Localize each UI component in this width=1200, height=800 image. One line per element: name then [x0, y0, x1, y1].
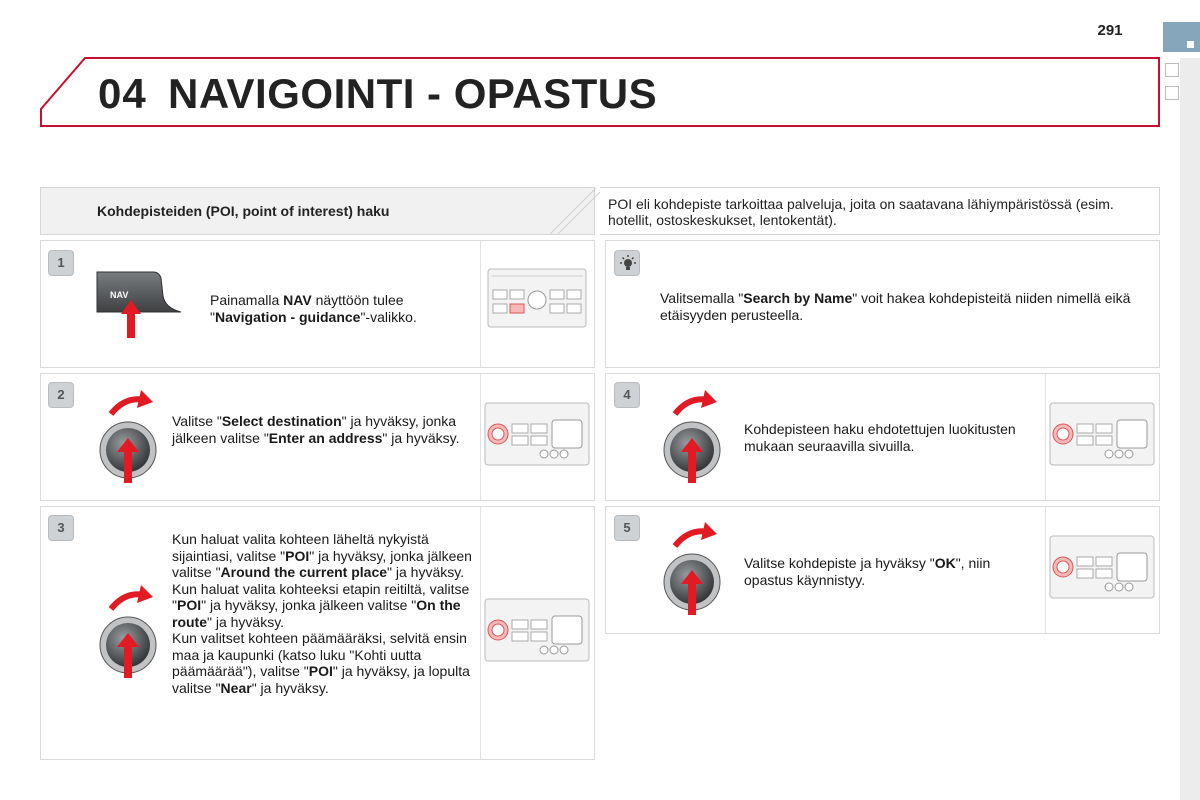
nav-button-illustration: [93, 268, 185, 340]
side-margin-strip: [1180, 58, 1200, 800]
text-run: Valitsemalla ": [660, 290, 744, 306]
chapter-title: NAVIGOINTI - OPASTUS: [168, 70, 658, 117]
chapter-tab: [1163, 22, 1200, 52]
step-number: 2: [48, 382, 74, 408]
text-run: " ja hyväksy.: [382, 429, 460, 446]
text-run: " voit hakea kohdepisteitä niiden nimellä eikä etäisyyden perusteella.: [660, 290, 1131, 323]
text-bold: Enter an address: [268, 429, 383, 446]
lightbulb-icon: [615, 251, 641, 277]
header-diagonal: [540, 187, 600, 235]
text-bold: NAV: [283, 292, 312, 308]
step-3-text: [172, 531, 472, 696]
text-run: " ja hyväksy, ja lopulta valitse ": [172, 663, 470, 696]
step-number: 3: [48, 515, 74, 541]
chapter-number: 04: [98, 70, 147, 117]
tip-badge: [614, 250, 640, 276]
step-5-text: [744, 555, 1039, 588]
console-knob-thumbnail: [1049, 402, 1155, 466]
rotary-knob-icon: [97, 390, 159, 485]
text-bold: Near: [220, 679, 252, 696]
text-bold: POI: [308, 663, 333, 679]
text-run: Kun haluat valita kohteen läheltä nykyistä sijaintiasi, valitse ": [172, 531, 429, 564]
text-bold: OK: [934, 555, 956, 571]
step-number: 5: [614, 515, 640, 541]
tab-marker: [1165, 86, 1179, 100]
text-bold: On the route: [172, 597, 461, 630]
intro-text: POI eli kohdepiste tarkoittaa palveluja, joita on saatavana lähiympäristössä (esim. hotellit, ostoskeskukset, lentokentät).: [608, 196, 1114, 228]
text-run: Valitse kohdepiste ja hyväksy ": [744, 555, 935, 571]
text-run: " ja hyväksy, jonka jälkeen valitse ": [172, 547, 472, 580]
text-run: Kun valitset kohteen päämääräksi, selvitä ensin maa ja kaupunki (katso luku "Kohti uutta päämäärää"), valitse ": [172, 630, 467, 679]
text-bold: POI: [176, 597, 202, 613]
console-nav-thumbnail: [487, 268, 587, 328]
text-run: " ja hyväksy.: [207, 613, 285, 630]
tip-text: [660, 290, 1140, 323]
console-knob-thumbnail: [484, 598, 590, 662]
step-4-text: Kohdepisteen haku ehdotettujen luokitusten mukaan seuraavilla sivuilla.: [744, 421, 1016, 454]
text-bold: Select destination: [221, 413, 342, 429]
step-3-paragraph: [172, 581, 472, 631]
rotary-knob-icon: [661, 390, 723, 485]
text-bold: Navigation - guidance: [214, 308, 361, 325]
text-bold: POI: [285, 547, 310, 564]
section-header: Kohdepisteiden (POI, point of interest) haku: [97, 203, 390, 219]
text-bold: Search by Name: [743, 290, 853, 306]
text-run: Valitse ": [172, 413, 222, 429]
page-number: 291: [1097, 22, 1123, 39]
text-run: ", niin opastus käynnistyy.: [744, 555, 991, 588]
step-2-text: [172, 413, 472, 446]
text-run: näyttöön tulee ": [210, 292, 404, 325]
text-run: " ja hyväksy.: [251, 679, 329, 696]
step-3-paragraph: [172, 531, 472, 581]
step-number: 4: [614, 382, 640, 408]
text-run: "-valikko.: [360, 308, 417, 325]
text-bold: Around the current place: [220, 564, 388, 580]
text-run: Kun haluat valita kohteeksi etapin reitiltä, valitse ": [172, 580, 470, 613]
text-run: Painamalla: [210, 292, 284, 308]
rotary-knob-icon: [661, 522, 723, 617]
console-knob-thumbnail: [1049, 535, 1155, 599]
console-knob-thumbnail: [484, 402, 590, 466]
nav-button-label: NAV: [110, 290, 129, 300]
step-1-text: [210, 292, 470, 325]
rotary-knob-icon: [97, 585, 159, 680]
text-run: " ja hyväksy.: [387, 564, 465, 580]
tab-marker: [1165, 63, 1179, 77]
step-number: 1: [48, 250, 74, 276]
text-run: " ja hyväksy, jonka jälkeen valitse ": [172, 413, 457, 446]
step-3-paragraph: [172, 630, 472, 696]
text-run: " ja hyväksy, jonka jälkeen valitse ": [201, 597, 417, 613]
